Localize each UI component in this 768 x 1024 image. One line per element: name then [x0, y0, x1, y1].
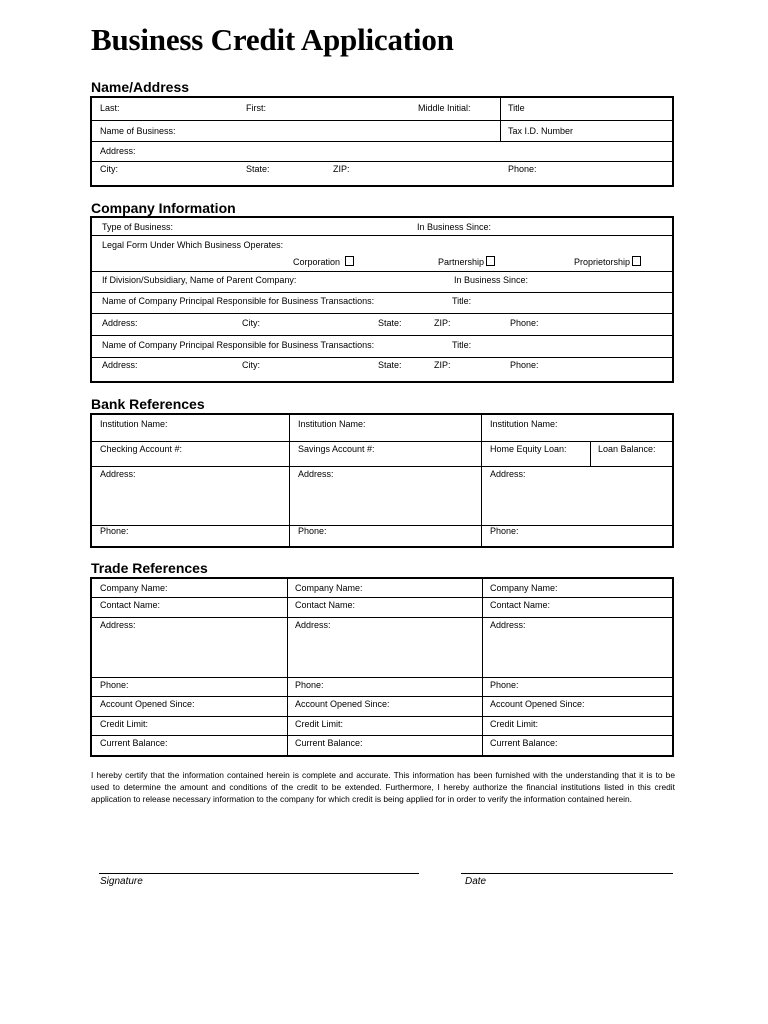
- city-field[interactable]: City:: [100, 164, 118, 174]
- page-title: Business Credit Application: [91, 22, 454, 57]
- institution-1-field[interactable]: Institution Name:: [100, 419, 168, 429]
- in-business-since-field[interactable]: In Business Since:: [417, 222, 492, 232]
- row-principal-2-address: [92, 358, 672, 383]
- trade-2-opened-field[interactable]: Account Opened Since:: [295, 699, 390, 709]
- date-line[interactable]: [461, 873, 673, 874]
- middle-initial-field[interactable]: Middle Initial:: [418, 103, 471, 113]
- row-trade-company: [92, 579, 672, 598]
- trade-3-balance-field[interactable]: Current Balance:: [490, 738, 558, 748]
- row-trade-contact: [92, 598, 672, 618]
- trade-1-contact-field[interactable]: Contact Name:: [100, 600, 161, 610]
- bank-3-phone-field[interactable]: Phone:: [490, 526, 519, 536]
- trade-1-balance-field[interactable]: Current Balance:: [100, 738, 168, 748]
- principal-1-zip-field[interactable]: ZIP:: [434, 318, 451, 328]
- corporation-checkbox[interactable]: [345, 256, 354, 266]
- row-name: [92, 98, 672, 121]
- address-field[interactable]: Address:: [100, 146, 136, 156]
- divider: [590, 442, 591, 466]
- business-name-field[interactable]: Name of Business:: [100, 126, 176, 136]
- row-parent: [92, 272, 672, 293]
- proprietorship-option[interactable]: [574, 256, 641, 267]
- bank-1-address-field[interactable]: Address:: [100, 469, 136, 479]
- first-name-field[interactable]: First:: [246, 103, 266, 113]
- tax-id-field[interactable]: Tax I.D. Number: [508, 126, 574, 136]
- row-principal-2: [92, 336, 672, 358]
- parent-company-field[interactable]: If Division/Subsidiary, Name of Parent Company:: [102, 275, 297, 285]
- row-bank-phone: [92, 526, 672, 548]
- date-label: Date: [465, 876, 487, 887]
- signature-label: Signature: [100, 876, 143, 887]
- trade-1-company-field[interactable]: Company Name:: [100, 583, 168, 593]
- home-equity-loan-field[interactable]: Home Equity Loan:: [490, 444, 567, 454]
- corporation-label: Corporation: [293, 257, 341, 267]
- phone-field[interactable]: Phone:: [508, 164, 537, 174]
- trade-2-balance-field[interactable]: Current Balance:: [295, 738, 363, 748]
- bank-box: [90, 413, 674, 548]
- principal-2-title-field[interactable]: Title:: [452, 340, 472, 350]
- corporation-option[interactable]: [293, 256, 354, 267]
- section-heading-name-address: Name/Address: [91, 79, 190, 95]
- institution-3-field[interactable]: Institution Name:: [490, 419, 558, 429]
- legal-form-label: Legal Form Under Which Business Operates:: [102, 240, 284, 250]
- principal-2-field[interactable]: Name of Company Principal Responsible for Business Transactions:: [102, 340, 375, 350]
- proprietorship-label: Proprietorship: [574, 257, 631, 267]
- trade-3-address-field[interactable]: Address:: [490, 620, 526, 630]
- row-trade-balance: [92, 736, 672, 757]
- row-trade-address: [92, 618, 672, 678]
- trade-2-credit-limit-field[interactable]: Credit Limit:: [295, 719, 344, 729]
- principal-1-phone-field[interactable]: Phone:: [510, 318, 539, 328]
- row-trade-opened: [92, 697, 672, 717]
- loan-balance-field[interactable]: Loan Balance:: [598, 444, 656, 454]
- row-principal-1: [92, 293, 672, 314]
- trade-1-phone-field[interactable]: Phone:: [100, 680, 129, 690]
- row-institution: [92, 415, 672, 442]
- bank-2-address-field[interactable]: Address:: [298, 469, 334, 479]
- partnership-checkbox[interactable]: [486, 256, 495, 266]
- partnership-option[interactable]: [438, 256, 495, 267]
- certification-text: I hereby certify that the information contained herein is complete and accurate. This information has been furnished with the understanding that it is to be used to determine the amount and conditions of the credit to be extended. Furthermore, I hereby authorize the financial institutions listed in this credit application to release necessary information to the company for which credit is being applied for in order to verify the information contained herein.: [91, 770, 675, 804]
- principal-2-phone-field[interactable]: Phone:: [510, 360, 539, 370]
- type-of-business-field[interactable]: Type of Business:: [102, 222, 174, 232]
- trade-2-phone-field[interactable]: Phone:: [295, 680, 324, 690]
- trade-3-credit-limit-field[interactable]: Credit Limit:: [490, 719, 539, 729]
- bank-3-address-field[interactable]: Address:: [490, 469, 526, 479]
- state-field[interactable]: State:: [246, 164, 270, 174]
- trade-3-phone-field[interactable]: Phone:: [490, 680, 519, 690]
- bank-1-phone-field[interactable]: Phone:: [100, 526, 129, 536]
- row-city: [92, 162, 672, 187]
- trade-2-contact-field[interactable]: Contact Name:: [295, 600, 356, 610]
- principal-2-zip-field[interactable]: ZIP:: [434, 360, 451, 370]
- trade-1-opened-field[interactable]: Account Opened Since:: [100, 699, 195, 709]
- trade-3-opened-field[interactable]: Account Opened Since:: [490, 699, 585, 709]
- signature-line[interactable]: [99, 873, 419, 874]
- trade-1-address-field[interactable]: Address:: [100, 620, 136, 630]
- row-trade-credit-limit: [92, 717, 672, 736]
- principal-2-address-field[interactable]: Address:: [102, 360, 138, 370]
- partnership-label: Partnership: [438, 257, 485, 267]
- parent-in-business-since-field[interactable]: In Business Since:: [454, 275, 529, 285]
- section-heading-trade: Trade References: [91, 560, 208, 576]
- institution-2-field[interactable]: Institution Name:: [298, 419, 366, 429]
- principal-1-address-field[interactable]: Address:: [102, 318, 138, 328]
- last-name-field[interactable]: Last:: [100, 103, 120, 113]
- proprietorship-checkbox[interactable]: [632, 256, 641, 266]
- principal-2-city-field[interactable]: City:: [242, 360, 260, 370]
- row-type: [92, 218, 672, 236]
- trade-1-credit-limit-field[interactable]: Credit Limit:: [100, 719, 149, 729]
- row-legal-form: [92, 236, 672, 272]
- trade-3-company-field[interactable]: Company Name:: [490, 583, 558, 593]
- row-accounts: [92, 442, 672, 467]
- title-field[interactable]: Title: [508, 103, 525, 113]
- row-address: [92, 142, 672, 162]
- principal-1-field[interactable]: Name of Company Principal Responsible for Business Transactions:: [102, 296, 375, 306]
- principal-2-state-field[interactable]: State:: [378, 360, 402, 370]
- principal-1-city-field[interactable]: City:: [242, 318, 260, 328]
- row-principal-1-address: [92, 314, 672, 336]
- trade-box: [90, 577, 674, 757]
- company-box: [90, 216, 674, 383]
- trade-3-contact-field[interactable]: Contact Name:: [490, 600, 551, 610]
- checking-account-field[interactable]: Checking Account #:: [100, 444, 183, 454]
- principal-1-title-field[interactable]: Title:: [452, 296, 472, 306]
- trade-2-company-field[interactable]: Company Name:: [295, 583, 363, 593]
- name-address-box: [90, 96, 674, 187]
- zip-field[interactable]: ZIP:: [333, 164, 350, 174]
- bank-2-phone-field[interactable]: Phone:: [298, 526, 327, 536]
- row-bank-address: [92, 467, 672, 526]
- principal-1-state-field[interactable]: State:: [378, 318, 402, 328]
- trade-2-address-field[interactable]: Address:: [295, 620, 331, 630]
- savings-account-field[interactable]: Savings Account #:: [298, 444, 375, 454]
- section-heading-company: Company Information: [91, 200, 236, 216]
- row-business-name: [92, 121, 672, 142]
- row-trade-phone: [92, 678, 672, 697]
- section-heading-bank: Bank References: [91, 396, 205, 412]
